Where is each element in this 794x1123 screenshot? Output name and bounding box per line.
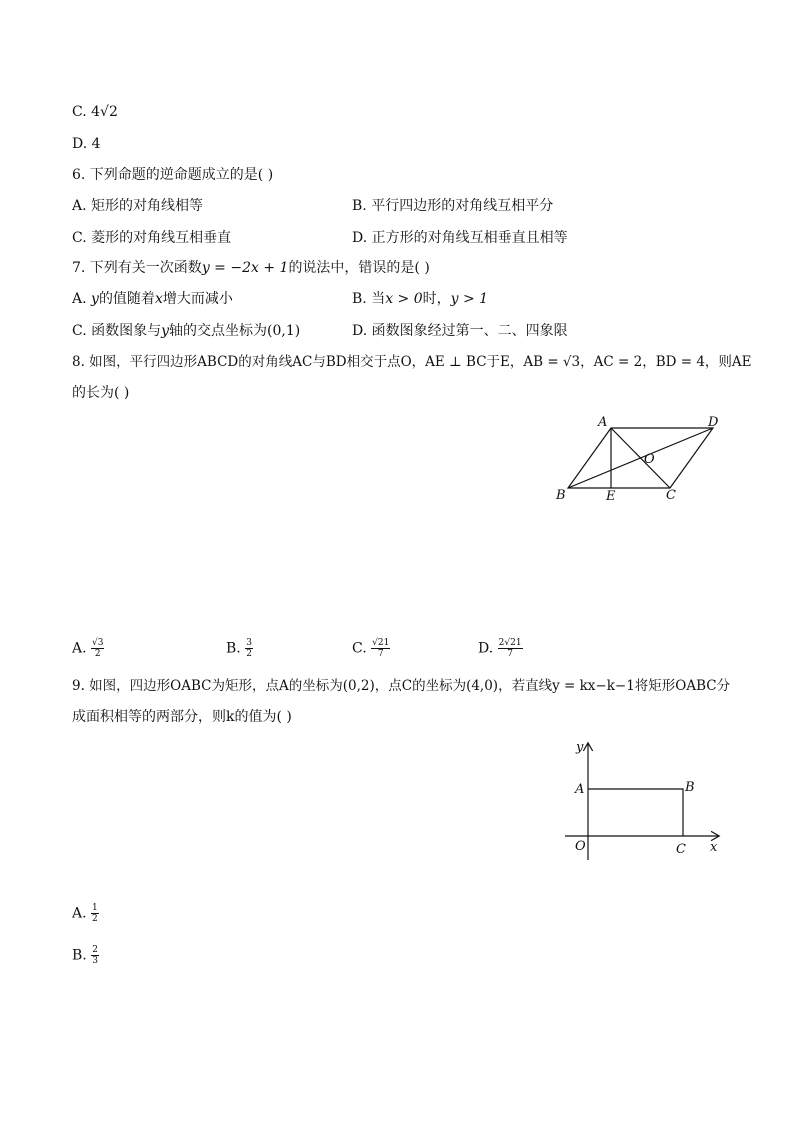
q7-stem-pre: 7. 下列有关一次函数	[72, 260, 202, 276]
q8-a-label: A.	[72, 640, 87, 657]
q8-a-den: 2	[94, 649, 101, 659]
q7-stem-post: 的说法中，错误的是( )	[288, 260, 430, 276]
axis-label-x: x	[710, 840, 718, 855]
q8-c-fraction	[371, 638, 390, 659]
q8-parallelogram-figure	[550, 412, 730, 512]
q9-b-den: 3	[92, 956, 98, 966]
rectangle-oabc	[588, 789, 683, 836]
q7-b-mid: 时，	[422, 291, 451, 307]
q5-option-d: D. 4	[72, 136, 101, 152]
q8-a-num: √3	[92, 638, 104, 648]
q7-stem	[72, 259, 430, 277]
q9-stem-line1: 9. 如图，四边形OABC为矩形，点A的坐标为(0,2)，点C的坐标为(4,0)，若直线y = kx−k−1将矩形OABC分	[72, 678, 731, 694]
label-d: D	[708, 415, 719, 430]
q6-option-d: D. 正方形的对角线互相垂直且相等	[352, 230, 568, 246]
q7-option-b	[352, 290, 488, 308]
q8-b-label: B.	[226, 640, 241, 657]
q7-c-y: y	[161, 323, 170, 339]
q8-a-fraction	[91, 638, 104, 659]
label-a: A	[575, 782, 585, 797]
q8-d-label: D.	[478, 640, 494, 657]
q7-a-x: x	[154, 291, 163, 307]
axis-label-y: y	[576, 740, 584, 755]
q7-a-y: y	[91, 291, 99, 307]
q8-d-fraction	[498, 638, 523, 659]
label-b: B	[685, 780, 695, 795]
q7-b-pre: B. 当	[352, 291, 386, 307]
q9-rectangle-figure	[560, 738, 740, 868]
q9-option-b	[72, 945, 99, 975]
q9-b-fraction	[91, 945, 99, 966]
q6-option-a: A. 矩形的对角线相等	[72, 198, 204, 214]
q8-b-num: 3	[246, 638, 252, 648]
q8-option-d	[478, 638, 523, 668]
q9-option-a	[72, 903, 99, 933]
q8-d-den: 7	[507, 649, 513, 659]
label-o: O	[575, 839, 586, 854]
q7-option-c	[72, 322, 300, 340]
q7-option-d: D. 函数图象经过第一、二、四象限	[352, 323, 568, 339]
label-c: C	[666, 488, 676, 503]
label-o: O	[644, 452, 655, 467]
q7-b-math2: y > 1	[450, 291, 489, 307]
q8-c-den: 7	[377, 649, 384, 659]
label-e: E	[606, 489, 616, 504]
q8-c-label: C.	[352, 640, 367, 657]
q7-option-a	[72, 290, 233, 308]
q7-b-math1: x > 0	[385, 291, 423, 307]
q7-c-pre: C. 函数图象与	[72, 323, 162, 339]
q6-stem: 6. 下列命题的逆命题成立的是( )	[72, 167, 274, 183]
q9-a-label: A.	[72, 905, 87, 922]
label-c: C	[676, 842, 686, 857]
q7-a-mid: 的值随着	[98, 291, 155, 307]
q8-option-b	[226, 638, 253, 668]
q7-stem-math: y = −2x + 1	[201, 260, 289, 276]
q8-option-c	[352, 638, 390, 668]
q8-c-num: √21	[372, 638, 390, 648]
q6-option-c: C. 菱形的对角线互相垂直	[72, 230, 232, 246]
q9-a-num: 1	[92, 903, 98, 913]
q8-stem-line2: 的长为( )	[72, 385, 130, 401]
q5-option-c: C. 4√2	[72, 104, 118, 120]
q8-b-den: 2	[246, 649, 252, 659]
label-a: A	[598, 415, 608, 430]
q9-b-label: B.	[72, 947, 87, 964]
q7-a-post: 增大而减小	[162, 291, 233, 307]
q8-d-num: 2√21	[498, 638, 522, 648]
q8-b-fraction	[245, 638, 253, 659]
q8-stem-line1: 8. 如图，平行四边形ABCD的对角线AC与BD相交于点O，AE ⊥ BC于E，AB = √3，AC = 2，BD = 4，则AE	[72, 354, 752, 370]
q9-a-fraction	[91, 903, 99, 924]
q8-option-a	[72, 638, 104, 668]
q7-a-pre: A.	[72, 291, 92, 307]
q7-c-post: 轴的交点坐标为(0,1)	[169, 323, 301, 339]
label-b: B	[556, 488, 566, 503]
q6-option-b: B. 平行四边形的对角线互相平分	[352, 198, 554, 214]
q9-b-num: 2	[92, 945, 98, 955]
q9-a-den: 2	[92, 914, 98, 924]
q9-stem-line2: 成面积相等的两部分，则k的值为( )	[72, 709, 292, 725]
